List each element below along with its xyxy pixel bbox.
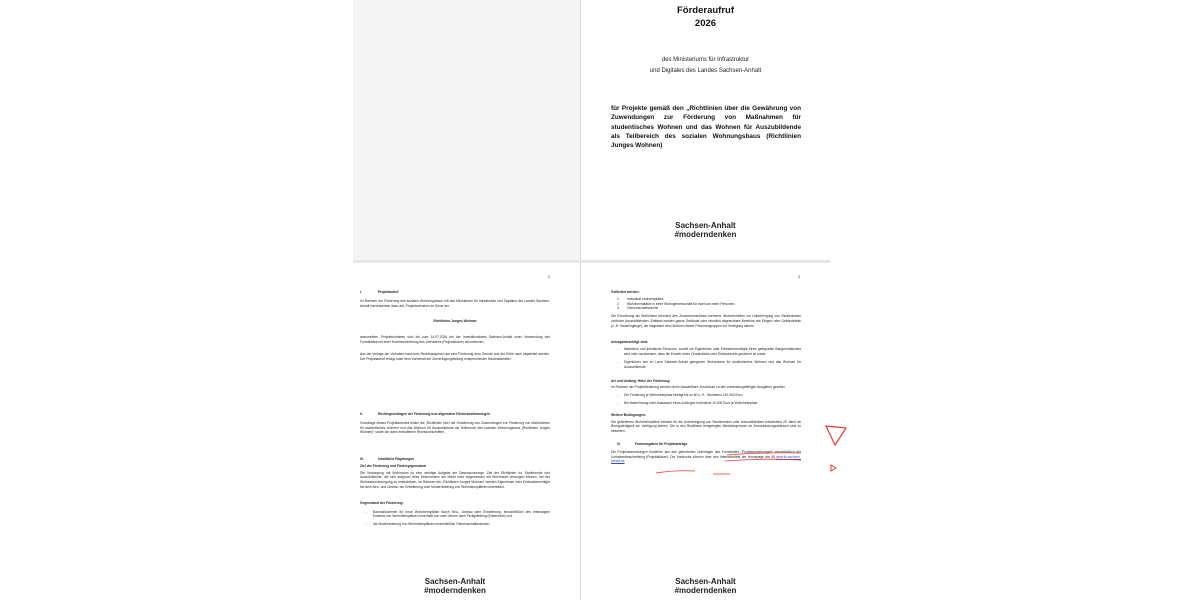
section-title: Projektaufruf bbox=[378, 290, 399, 294]
section-number: III. bbox=[360, 457, 364, 461]
subheading: Antragsberechtigt sind: bbox=[611, 339, 649, 344]
paragraph: Aus der Vorlage der Vorhaben kann kein Rechtsanspruch auf eine Förderung dem Grunde und der Höhe nach abgeleitet werden. Der Projektaufruf erfolgt unter dem Vorbehalt der Zurverfügungstellung entsprechender Haushaltsmittel. bbox=[360, 351, 550, 361]
bullet-item: - Natürliche und juristische Personen, soweit sie Eigentümer oder Erbbauberechtigte eines geeigneten Baugrundstückes sind oder nachweisen, dass die Erwerb eines Grundstücks oder Erbbaurechts gesichert ist sowie bbox=[617, 347, 801, 357]
section-heading bbox=[360, 412, 550, 417]
paragraph: Die geförderten Wohnheimplätze müssen für die Unterbringung von Studierenden oder Auszubildenden mindestens 25 Jahre ab Bezugsfertigkeit zur Verfügung stehen. Die in den Richtlinien festgelegten Mietobergrenzen im Zweckbindungszeitraum sind zu beachten. bbox=[611, 419, 801, 434]
section-title: Inhaltliche Regelungen bbox=[378, 457, 415, 461]
ib-website-link[interactable]: www.ib-sachsen-anhalt.de bbox=[611, 454, 801, 464]
bullet-item: - Baumaßnahmen für neue Wohnheimplätze durch Neu-, Umbau oder Erweiterung, einschließlich des erstmaligen Erwerbs von Wohnheimplätzen innerhalb von zwei Jahren nach Fertigstellung (Ersterwerb) und bbox=[366, 509, 550, 519]
paragraph: Im Rahmen der Förderung des sozialen Wohnungsbaus ruft das Ministerium für Infrastruktur und Digitales des Landes Sachsen-Anhalt Interessenten dazu auf, Projektvorhaben im Sinne der bbox=[360, 298, 550, 308]
list-item: 3. Gemeinschaftsräume bbox=[617, 306, 659, 311]
numbered-list bbox=[611, 297, 801, 311]
paragraph: Im Rahmen der Projektförderung werden nicht rückzahlbare Zuschüsse zu den zuwendungsfähigen Ausgaben gewährt. bbox=[611, 385, 786, 390]
cover-title bbox=[581, 4, 830, 30]
list-item: 2. Wohnheimplätze in einer Wohngemeinschaft für zwei und mehr Personen. bbox=[617, 301, 736, 306]
cover-page bbox=[581, 0, 830, 260]
page3-body bbox=[611, 290, 801, 464]
section-1 bbox=[360, 290, 550, 361]
subheading: Ziel der Förderung und Fördergegenstand bbox=[360, 463, 426, 468]
richtlinien-label: Richtlinien Junges Wohnen bbox=[433, 319, 477, 324]
section-heading bbox=[360, 457, 550, 462]
bullet-text: die Modernisierung von Wohnheimplätzen einschließlich Gemeinschaftsräumen. bbox=[373, 522, 491, 527]
page3-brand bbox=[581, 577, 830, 595]
handwritten-mark bbox=[831, 465, 836, 471]
section-3 bbox=[360, 457, 550, 528]
paragraph: Die Einordnung als Wohnheim erfordert den Zusammenschluss mehrerer Wohneinheiten zur Unterbringung von Studierenden und/oder Auszubildenden. Entfasst werden ganze Gebäude oder räumlich abgrenzbare Bereiche wie Etagen oder Gebäudeteile (z. B. Hauseingänge), die insgesamt dem Wohnen dieser Personengruppen zur Verfügung stehen. bbox=[611, 314, 801, 328]
cover-ministry bbox=[581, 55, 830, 77]
bullet-text: Bei Nachrüstung oder Austausch eines Aufzuges höchstens 10.000 Euro je Wohnheimplatz. bbox=[624, 400, 759, 405]
section-2 bbox=[360, 412, 550, 435]
subheading: Weitere Bedingungen: bbox=[611, 412, 646, 417]
page-2 bbox=[353, 263, 580, 600]
cover-brand bbox=[581, 221, 830, 239]
bullet-item: - Bei Nachrüstung oder Austausch eines Aufzuges höchstens 10.000 Euro je Wohnheimplatz. bbox=[617, 400, 759, 405]
section-number: I. bbox=[360, 290, 362, 294]
page-3 bbox=[581, 263, 830, 600]
brand-hashtag: #moderndenken bbox=[674, 586, 737, 595]
cover-ministry-line2: und Digitales des Landes Sachsen-Anhalt bbox=[649, 68, 762, 74]
paragraph bbox=[611, 450, 801, 464]
paragraph: Grundlage dieses Projektaufrufes bilden die „Richtlinien über die Gewährung von Zuwendungen zur Förderung von Maßnahmen für studentisches Wohnen und das Wohnen für Auszubildende als Teilbereich des sozialen Wohnungsbaus (Richtlinien Junges Wohnen)“ sowie der darin enthaltenen Rechtsvorschriften. bbox=[360, 420, 550, 435]
bullet-text: Natürliche und juristische Personen, soweit sie Eigentümer oder Erbbauberechtigte eines geeigneten Baugrundstückes sind oder nachweisen, dass die Erwerb eines Grundstücks oder Erbbaurechts gesichert ist sowie bbox=[624, 347, 801, 357]
paragraph: Die Versorgung mit Wohnraum ist eine wichtige Aufgabe der Daseinsvorsorge. Ziel der Richtlinien ist, Studierende und Auszubildende, die sich aufgrund ihres Einkommens am Markt nicht angemessen mit Wohnraum versorgen können, bei der Wohnraumversorgung zu unterstützen. Im Rahmen der „Richtlinien Junges Wohnen“ werden Eigentümer oder Erbbauberechtigte bei dem Neu- und Umbau, der Erweiterung oder Modernisierung von Wohnheimplätzen unterstützt. bbox=[360, 470, 550, 489]
bullet-text: Eigentümer von im Land Sachsen-Anhalt gelegenen Wohnraums für studentisches Wohnen und das Wohnen für Auszubildende. bbox=[624, 359, 801, 369]
section-heading bbox=[611, 442, 801, 447]
brand-hashtag: #moderndenken bbox=[424, 586, 486, 595]
brand-name: Sachsen-Anhalt bbox=[424, 577, 486, 586]
cover-title-line2: 2026 bbox=[694, 18, 717, 29]
brand-name: Sachsen-Anhalt bbox=[675, 221, 736, 230]
brand-name: Sachsen-Anhalt bbox=[675, 577, 736, 586]
blank-page bbox=[353, 0, 580, 260]
subheading: Gefördert werden: bbox=[611, 290, 640, 294]
bullet-text: Baumaßnahmen für neue Wohnheimplätze durch Neu-, Umbau oder Erweiterung, einschließlich des erstmaligen Erwerbs von Wohnheimplätzen innerhalb von zwei Jahren nach Fertigstellung (Ersterwerb) und bbox=[373, 509, 550, 519]
section-title: Formvorgaben für Projektanträge bbox=[635, 441, 688, 446]
brand-hashtag: #moderndenken bbox=[674, 230, 737, 239]
bullet-text: Die Förderung je Wohnheimplatz beträgt bis zu 80 v. H., höchstens 120.000 Euro. bbox=[624, 393, 744, 398]
subheading: Art und Umfang, Höhe der Förderung: bbox=[611, 378, 671, 383]
section-heading bbox=[360, 290, 550, 295]
bullet-item: - Eigentümer von im Land Sachsen-Anhalt gelegenen Wohnraums für studentisches Wohnen und das Wohnen für Auszubildende. bbox=[617, 359, 801, 369]
bullet-item: - die Modernisierung von Wohnheimplätzen einschließlich Gemeinschaftsräumen. bbox=[366, 522, 491, 527]
subheading: Gegenstand der Förderung: bbox=[360, 500, 404, 505]
page2-brand bbox=[353, 577, 557, 595]
cover-body-text: für Projekte gemäß den „Richtlinien über die Gewährung von Zuwendungen zur Förderung von Maßnahmen für studentisches Wohnen und das Wohnen für Auszubildende als Teilbereich des sozialen Wohnungsbaus (Richtlinien Junges Wohnen) bbox=[611, 105, 801, 150]
section-title: Rechtsgrundlagen der Förderung und allgemeine Förderbestimmungen bbox=[378, 412, 491, 416]
cover-title-line1: Förderaufruf bbox=[677, 5, 734, 16]
paragraph: anzumelden. Projektvorhaben sind bis zum 14.07.2026 bei der Investitionsbank Sachsen-Anhalt unter Verwendung des Formblattes mit einer Kurzbeschreibung des Vorhabens (Projektskizze) einzureichen. bbox=[360, 335, 550, 344]
section-number: II. bbox=[360, 412, 363, 416]
cover-ministry-line1: des Ministeriums für Infrastruktur bbox=[661, 57, 750, 63]
bullet-item: - Die Förderung je Wohnheimplatz beträgt bis zu 80 v. H., höchstens 120.000 Euro. bbox=[617, 393, 744, 398]
page-number: 2 bbox=[548, 275, 550, 279]
list-item: 1. Individual-ohnheimplätze bbox=[617, 296, 664, 301]
page-number: 3 bbox=[798, 275, 800, 279]
section-number: IV. bbox=[617, 441, 621, 446]
paragraph-text: Die Projektanmeldungen bestehen aus den geforderten Unterlagen des Formblattes „Projektanmeldungen“ einschließlich der Vorhabenbeschreibung (Projektskizze). Die Vordrucke können über den Internetauftritt der Homepage der IB bbox=[611, 449, 801, 459]
